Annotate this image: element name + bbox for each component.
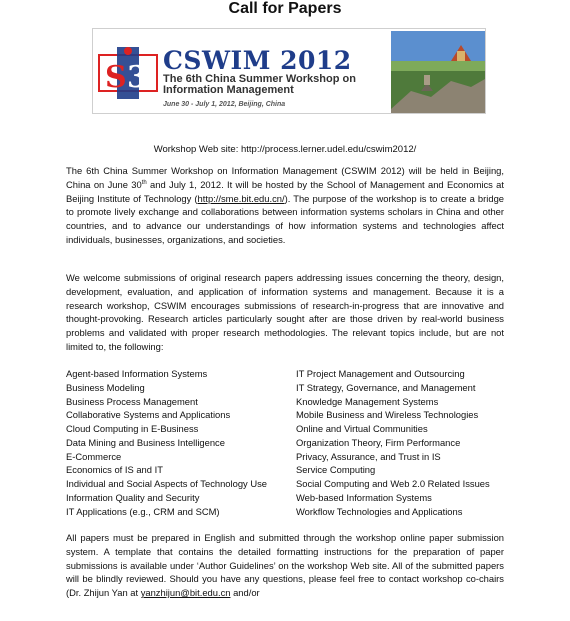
svg-text:3: 3 xyxy=(127,60,148,95)
topic-item: IT Project Management and Outsourcing xyxy=(296,368,465,379)
topic-item: IT Applications (e.g., CRM and SCM) xyxy=(66,505,220,517)
closing-text: All papers must be prepared in English and submitted through the workshop online paper submission system. A template that contains the detailed formatting instructions for the preparation of paper submissions is available under ‘Author Guidelines’ on the workshop Web site. All of the submitted papers will be blindly reviewed. Should you have any questions, please feel free to contact workshop co-chairs (Dr. Zhijun Yan at xyxy=(66,532,504,598)
intro-paragraph xyxy=(66,164,504,247)
banner-dates: June 30 - July 1, 2012, Beijing, China xyxy=(163,101,286,108)
topic-item: Collaborative Systems and Applications xyxy=(66,409,231,421)
topics-list-left xyxy=(66,367,291,518)
banner-subtitle-line1: The 6th China Summer Workshop on xyxy=(163,73,356,85)
topic-item: Privacy, Assurance, and Trust in IS xyxy=(296,450,441,462)
ordinal-suffix: th xyxy=(141,179,147,186)
workshop-website: Workshop Web site: http://process.lerner.udel.edu/cswim2012/ xyxy=(153,144,417,155)
submissions-paragraph: We welcome submissions of original research papers addressing issues concerning the theory, design, development, evaluation, and application of information systems and management. Because it is a research workshop, CSWIM encourages submissions of research-in-progress that are innovative and thought-provoking. Research articles particularly sought after are those driven by real-world business problems and validated with proper research methodologies. The relevant topics include, but are not limited to, the following: xyxy=(66,272,504,352)
topic-item: IT Strategy, Governance, and Management xyxy=(296,381,476,393)
topic-item: Cloud Computing in E-Business xyxy=(66,423,199,434)
topic-item: Service Computing xyxy=(296,464,376,476)
topic-item: Online and Virtual Communities xyxy=(296,423,428,434)
topic-item: Agent-based Information Systems xyxy=(66,368,208,379)
topic-item: Knowledge Management Systems xyxy=(296,395,439,407)
topic-item: Economics of IS and IT xyxy=(66,464,163,476)
workshop-banner xyxy=(92,28,486,114)
topic-item: E-Commerce xyxy=(66,450,122,462)
topic-item: Web-based Information Systems xyxy=(296,491,432,503)
intro-text-1: The 6th China Summer Workshop on Information Management (CSWIM 2012) will be held in Beijing, China on June 30 xyxy=(66,165,504,190)
cswim-logo-icon xyxy=(97,43,159,103)
topic-item: Mobile Business and Wireless Technologies xyxy=(296,409,479,421)
topic-item: Workflow Technologies and Applications xyxy=(296,505,463,517)
intro-text-2: and July 1, 2012. It will be hosted by the School of Management and Economics at Beijing Institute of Technology ( xyxy=(66,178,504,204)
closing-paragraph xyxy=(66,531,504,600)
banner-subtitle-line2: Information Management xyxy=(163,84,294,96)
topics-list-right xyxy=(296,367,511,518)
topic-item: Business Process Management xyxy=(66,395,198,407)
svg-text:S: S xyxy=(105,60,127,95)
school-website-link[interactable]: http://sme.bit.edu.cn/ xyxy=(197,192,285,204)
topic-item: Business Modeling xyxy=(66,381,145,393)
topic-item: Organization Theory, Firm Performance xyxy=(296,436,461,448)
topic-item: Individual and Social Aspects of Technology Use xyxy=(66,478,267,489)
closing-tail: and/or xyxy=(230,587,260,598)
intro-text-3: ). The purpose of the workshop is to create a bridge to promote lively exchange and collaborations between information systems scholars in China and other countries, and to advance our understandings of how information systems and technologies affect individuals, businesses, organizations, and societies. xyxy=(66,192,504,245)
banner-title: CSWIM 2012 xyxy=(163,46,352,75)
topic-item: Information Quality and Security xyxy=(66,491,200,503)
contact-email-link[interactable]: yanzhijun@bit.edu.cn xyxy=(140,587,231,598)
great-wall-and-pagoda-photo xyxy=(391,31,485,113)
page-title: Call for Papers xyxy=(228,0,342,17)
topic-item: Data Mining and Business Intelligence xyxy=(66,436,225,448)
topic-item: Social Computing and Web 2.0 Related Issues xyxy=(296,478,490,489)
banner-subtitle xyxy=(163,74,388,96)
